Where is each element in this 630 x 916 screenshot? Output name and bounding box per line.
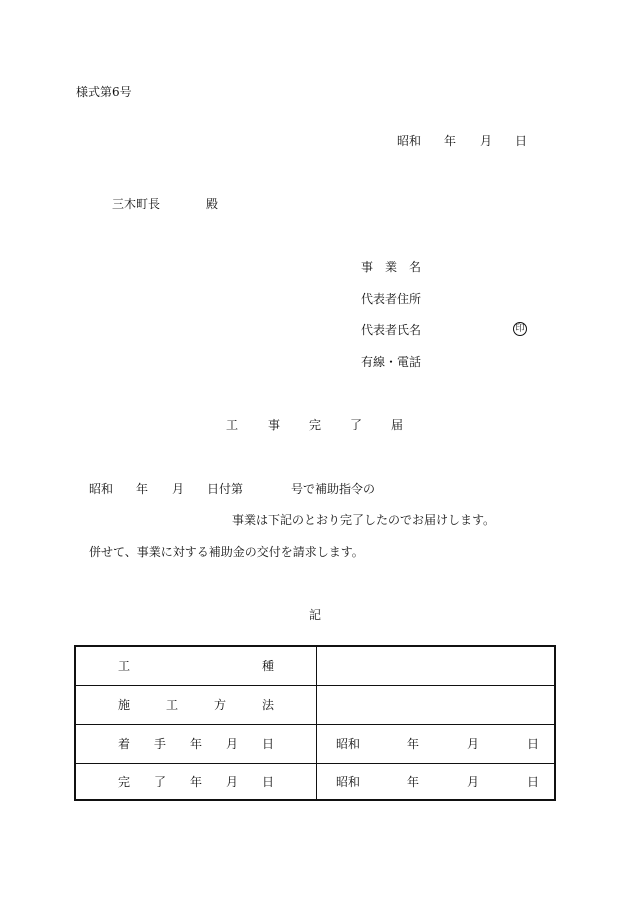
body-line3: 併せて、事業に対する補助金の交付を請求します。: [89, 545, 364, 559]
body-line1-number-part: 号で補助指令の: [291, 482, 376, 496]
table-row-divider: [76, 763, 554, 764]
row4-label-char: 月: [226, 775, 239, 789]
row3-value-month: 月: [467, 737, 480, 751]
row3-label-char: 年: [190, 737, 203, 751]
row4-label-char: 年: [190, 775, 203, 789]
header-date-year: 年: [444, 134, 457, 148]
name-label: 代表者氏名: [361, 323, 422, 337]
row4-value-era: 昭和: [336, 775, 361, 789]
row3-label-char: 日: [262, 737, 275, 751]
business-name-label-1: 事: [361, 260, 374, 274]
ki-heading: 記: [309, 608, 322, 622]
address-label: 代表者住所: [361, 292, 422, 306]
body-line2: 事業は下記のとおり完了したのでお届けします。: [232, 513, 496, 527]
table-row-divider: [76, 685, 554, 686]
header-date-day: 日: [515, 134, 528, 148]
row4-label-char: 完: [118, 775, 131, 789]
addressee-name: 三木町長: [112, 197, 161, 211]
details-table: [74, 645, 556, 801]
body-line1-date-part: 日付第: [207, 482, 244, 496]
row4-label-char: 了: [154, 775, 167, 789]
row2-label-char: 法: [262, 698, 275, 712]
title-char-4: 了: [350, 418, 363, 432]
row4-value-year: 年: [407, 775, 420, 789]
row2-label-char: 施: [118, 698, 131, 712]
table-row-divider: [76, 724, 554, 725]
title-char-3: 完: [309, 418, 322, 432]
row2-label-char: 工: [166, 698, 179, 712]
seal-mark: 印: [513, 322, 527, 336]
row4-label-char: 日: [262, 775, 275, 789]
row1-label-char: 工: [118, 659, 131, 673]
header-date-era: 昭和: [397, 134, 422, 148]
body-line1-year: 年: [136, 482, 149, 496]
row3-label-char: 月: [226, 737, 239, 751]
title-char-1: 工: [226, 418, 239, 432]
row3-value-year: 年: [407, 737, 420, 751]
row3-label-char: 着: [118, 737, 131, 751]
row2-value[interactable]: [326, 688, 546, 720]
row4-value-month: 月: [467, 775, 480, 789]
title-char-2: 事: [268, 418, 281, 432]
body-line1-month: 月: [172, 482, 185, 496]
title-char-5: 届: [391, 418, 404, 432]
form-number: 様式第6号: [76, 85, 132, 99]
business-name-label-2: 業: [385, 260, 398, 274]
row3-value-day: 日: [527, 737, 540, 751]
business-name-label-3: 名: [409, 260, 422, 274]
row3-label-char: 手: [154, 737, 167, 751]
table-column-divider: [316, 647, 317, 799]
row1-label-char: 種: [262, 659, 275, 673]
phone-label: 有線・電話: [361, 355, 422, 369]
row2-label-char: 方: [214, 698, 227, 712]
row4-value-day: 日: [527, 775, 540, 789]
row1-value[interactable]: [326, 649, 546, 681]
body-line1-era: 昭和: [89, 482, 114, 496]
row3-value-era: 昭和: [336, 737, 361, 751]
header-date-month: 月: [480, 134, 493, 148]
addressee-honorific: 殿: [206, 197, 219, 211]
